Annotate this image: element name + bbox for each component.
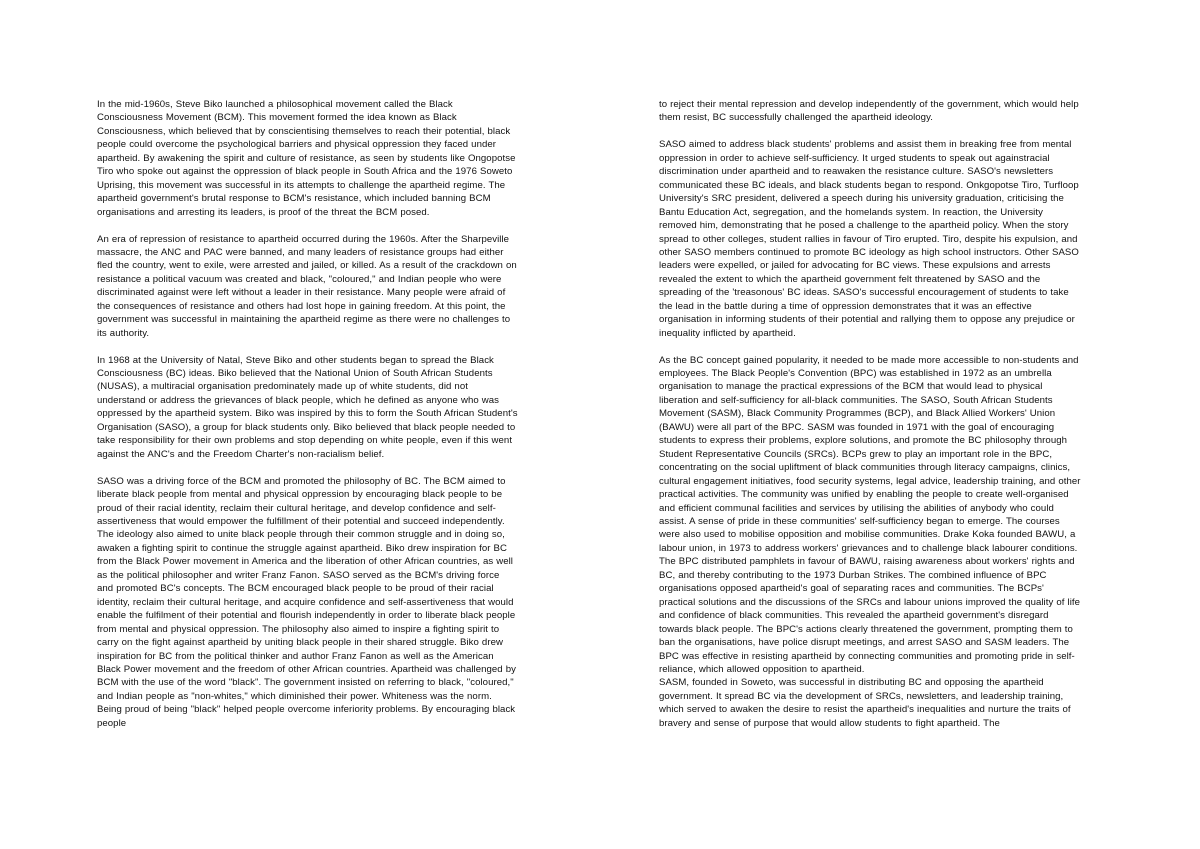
paragraph: In the mid-1960s, Steve Biko launched a philosophical movement called the Black Consciousness Movement (BCM). This movement formed the idea known as Black Consciousness, which believed that by conscientising themselves to reach their potential, black people could overcome the psychological barriers and physical oppression they faced under apartheid. By awakening the spirit and culture of resistance, as seen by students like Ongopotse Tiro who spoke out against the oppression of black people in South Africa and the 1976 Soweto Uprising, this movement was successful in its attempts to challenge the apartheid regime. The apartheid government's brutal response to BCM's resistance, which included banning BCM organisations and arresting its leaders, is proof of the threat the BCM posed.	[97, 99, 516, 218]
paragraph: An era of repression of resistance to apartheid occurred during the 1960s. After the Sharpeville massacre, the ANC and PAC were banned, and many leaders of resistance groups had either fled the country, went to exile, were arrested and jailed, or killed. As a result of the crackdown on resistance a political vacuum was created and black, "coloured," and Indian people who were discriminated against were left without a leader in their resistance. Many people were afraid of the consequences of resistance and others had lost hope in gaining freedom. At this point, the government was successful in maintaining the apartheid regime as there were no challenges to its authority.	[97, 233, 517, 339]
left-text-column	[97, 98, 518, 730]
paragraph: SASO was a driving force of the BCM and promoted the philosophy of BC. The BCM aimed to liberate black people from mental and physical oppression by encouraging black people to be proud of their racial identity, reclaim their cultural heritage, and develop confidence and self-assertiveness that would empower the fulfillment of their potential and succeed independently. The ideology also aimed to unite black people through their common struggle and in doing so, awaken a fighting spirit to continue the struggle against apartheid. Biko drew inspiration for BC from the Black Power movement in America and the liberation of other African countries, as well as the political philosopher and writer Franz Fanon. SASO served as the BCM's driving force and promoted BC's concepts. The BCM encouraged black people to be proud of their racial identity, reclaim their cultural heritage, and acquire confidence and self-assertiveness that would enable the fulfilment of their potential and flourish independently in order to liberate black people from mental and physical oppression. The philosophy also aimed to inspire a fighting spirit to carry on the fight against apartheid by uniting black people in their shared struggle. Biko drew inspiration for BC from the political thinker and author Franz Fanon as well as the American Black Power movement and the freedom of other African countries. Apartheid was challenged by BCM with the use of the word "black". The government insisted on referring to black, "coloured," and Indian people as "non-whites," which diminished their power. Whiteness was the norm. Being proud of being "black" helped people overcome inferiority problems. By encouraging black people	[97, 475, 516, 729]
paragraph: to reject their mental repression and develop independently of the government, which would help them resist, BC successfully challenged the apartheid ideology.	[659, 99, 1079, 124]
right-text-column	[659, 98, 1081, 730]
paragraph: SASM, founded in Soweto, was successful in distributing BC and opposing the apartheid government. It spread BC via the development of SRCs, newsletters, and leadership training, which served to awaken the desire to resist the apartheid's inequalities and nurture the traits of bravery and sense of purpose that would allow students to fight apartheid. The	[659, 677, 1071, 729]
paragraph: As the BC concept gained popularity, it needed to be made more accessible to non-students and employees. The Black People's Convention (BPC) was established in 1972 as an umbrella organisation to manage the practical expressions of the BCM that would lead to physical liberation and self-sufficiency for all-black communities. The SASO, South African Students Movement (SASM), Black Community Programmes (BCP), and Black Allied Workers' Union (BAWU) were all part of the BPC. SASM was founded in 1971 with the goal of encouraging students to express their problems, explore solutions, and promote the BC philosophy through Student Representative Councils (SRCs). BCPs grew to play an important role in the BPC, concentrating on the social upliftment of black communities through literacy campaigns, clinics, cultural engagement initiatives, food security systems, legal advice, leadership training, and other practical activities. The community was unified by enabling the people to create well-organised and efficient communal facilities and services by utilising the abilities of anybody who could assist. A sense of pride in these communities' self-sufficiency began to emerge. The courses were also used to mobilise opposition and mobilise communities. Drake Koka founded BAWU, a labour union, in 1973 to address workers' grievances and to challenge black labourer conditions. The BPC distributed pamphlets in favour of BAWU, raising awareness about workers' rights and BC, and thereby contributing to the 1973 Durban Strikes. The combined influence of BPC organisations opposed apartheid's goal of separating races and communities. The BCPs' practical solutions and the discussions of the SRCs and labour unions improved the quality of life and confidence of black communities. This revealed the apartheid government's disregard towards black people. The BPC's actions clearly threatened the government, prompting them to ban the organisations, have police disrupt meetings, and arrest SASO and SASM leaders. The BPC was effective in resisting apartheid by connecting communities and promoting pride in self-reliance, which allowed opposition to apartheid.	[659, 354, 1081, 675]
paragraph: In 1968 at the University of Natal, Steve Biko and other students began to spread the Black Consciousness (BC) ideas. Biko believed that the National Union of South African Students (NUSAS), a multiracial organisation predominately made up of white students, did not understand or address the grievances of black people, which he defined as anyone who was oppressed by the apartheid system. Biko was inspired by this to form the South African Student's Organisation (SASO), a group for black students only. Biko believed that black people needed to take responsibility for their own problems and stop depending on white people, even if this went against the ANC's and the Freedom Charter's non-racialism belief.	[97, 354, 518, 460]
paragraph: SASO aimed to address black students' problems and assist them in breaking free from mental oppression in order to achieve self-sufficiency. It urged students to speak out againstracial discrimination under apartheid and to reawaken the resistance culture. SASO's newsletters communicated these BC ideals, and black students began to respond. Onkgopotse Tiro, Turfloop University's SRC president, delivered a speech during his university graduation, criticising the Bantu Education Act, segregation, and the homelands system. In reaction, the University removed him, demonstrating that he posed a challenge to the apartheid policy. When the story spread to other colleges, student rallies in favour of Tiro erupted. Tiro, despite his expulsion, and other SASO members continued to promote BC ideology as high school instructors. Other SASO leaders were expelled, or jailed for advocating for BC views. These expulsions and arrests revealed the extent to which the apartheid government felt threatened by SASO and the spreading of the 'treasonous' BC ideas. SASO's successful encouragement of students to take the lead in the battle during a time of oppression demonstrates that it was an effective organisation in informing students of their potential and rallying them to oppose any prejudice or inequality inflicted by apartheid.	[659, 139, 1079, 339]
